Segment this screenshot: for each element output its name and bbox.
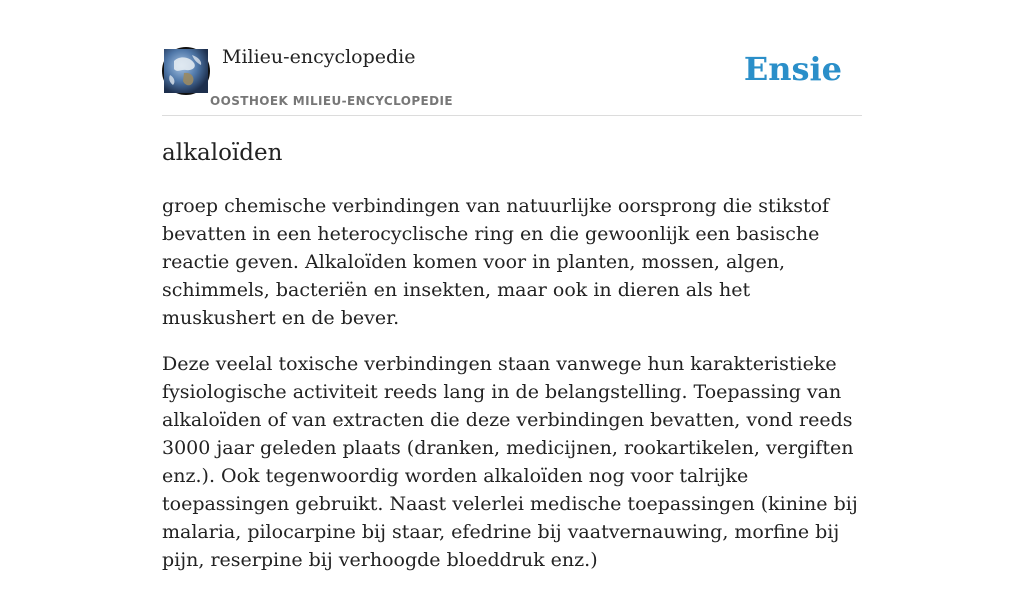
site-header [162,0,862,116]
site-subtitle: OOSTHOEK MILIEU-ENCYCLOPEDIE [210,94,453,108]
paragraph: Deze veelal toxische verbindingen staan vanwege hun karakteristieke fysiologische activiteit reeds lang in de belangstelling. Toepassing van alkaloïden of van extracten die deze verbindingen bevatten, vond reeds 3000 jaar geleden plaats (dranken, medicijnen, rookartikelen, vergiften enz.). Ook tegenwoordig worden alkaloïden nog voor talrijke toepassingen gebruikt. Naast velerlei medische toepassingen (kinine bij malaria, pilocarpine bij staar, efedrine bij vaatvernauwing, morfine bij pijn, reserpine bij verhoogde bloeddruk enz.) [162,353,858,571]
article-title: alkaloïden [162,140,283,166]
brand-logo[interactable]: Ensie [743,50,842,88]
earth-globe-icon[interactable] [162,47,210,95]
paragraph: groep chemische verbindingen van natuurlijke oorsprong die stikstof bevatten in een heterocyclische ring en die gewoonlijk een basische reactie geven. Alkaloïden komen voor in planten, mossen, algen, schimmels, bacteriën en insekten, maar ook in dieren als het muskushert en de bever. [162,195,830,329]
site-name[interactable]: Milieu-encyclopedie [222,46,416,68]
page [162,0,862,571]
article-body [162,192,862,592]
